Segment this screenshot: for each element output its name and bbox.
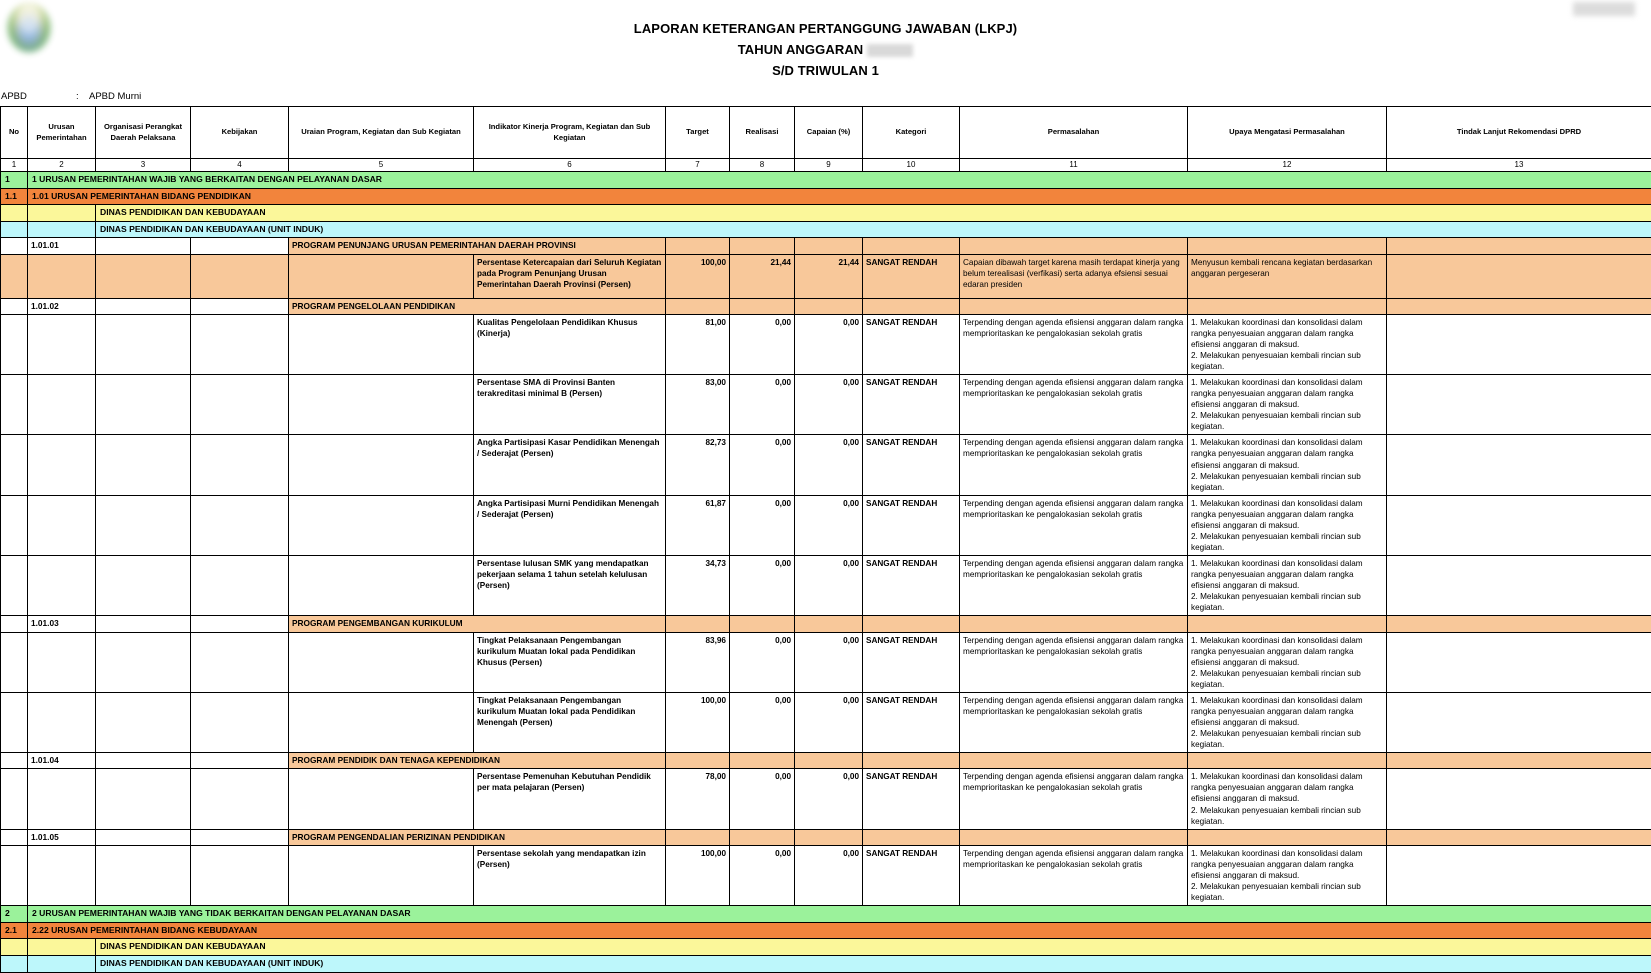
indicator-kebijakan [191,556,289,616]
col-header-target: Target [666,107,730,159]
indicator-opd [96,495,191,555]
indicator-urusan [28,845,96,905]
col-header-tindak-lanjut: Tindak Lanjut Rekomendasi DPRD [1387,107,1651,159]
indicator-upaya: 1. Melakukan koordinasi dan konsolidasi dalam rangka penyesuaian anggaran dalam rangka efisiensi anggaran di maksud. 2. Melakukan penyesuaian kembali rincian sub kegiatan. [1188,692,1387,752]
indicator-target: 83,96 [666,632,730,692]
indicator-name: Persentase lulusan SMK yang mendapatkan pekerjaan selama 1 tahun setelah kelulusan (Persen) [474,556,666,616]
indicator-no [1,495,28,555]
indicator-target: 100,00 [666,845,730,905]
table-header [1,107,1651,172]
program-no [1,829,28,845]
indicator-no [1,769,28,829]
program-realisasi [730,238,795,254]
program-tindak-lanjut [1387,753,1651,769]
indicator-urusan [28,556,96,616]
indicator-uraian [289,495,474,555]
band-label: DINAS PENDIDIKAN DAN KEBUDAYAAN (UNIT INDUK) [96,955,1651,972]
program-permasalahan [960,616,1188,632]
section-band-row-yellow [1,205,1651,222]
program-no [1,238,28,254]
provincial-seal-logo [6,2,52,54]
program-row [1,298,1651,314]
program-tindak-lanjut [1387,298,1651,314]
indicator-row [1,495,1651,555]
indicator-upaya: Menyusun kembali rencana kegiatan berdasarkan anggaran pergeseran [1188,254,1387,298]
col-header-no: No [1,107,28,159]
program-upaya [1188,616,1387,632]
indicator-opd [96,692,191,752]
indicator-row [1,692,1651,752]
program-kebijakan [191,298,289,314]
band-label: DINAS PENDIDIKAN DAN KEBUDAYAAN (UNIT INDUK) [96,221,1651,238]
indicator-permasalahan: Terpending dengan agenda efisiensi anggaran dalam rangka memprioritaskan ke pengalokasian sekolah gratis [960,632,1188,692]
indicator-realisasi: 0,00 [730,556,795,616]
program-upaya [1188,238,1387,254]
indicator-target: 34,73 [666,556,730,616]
indicator-upaya: 1. Melakukan koordinasi dan konsolidasi dalam rangka penyesuaian anggaran dalam rangka efisiensi anggaran di maksud. 2. Melakukan penyesuaian kembali rincian sub kegiatan. [1188,375,1387,435]
indicator-realisasi: 0,00 [730,435,795,495]
program-code: 1.01.02 [28,298,96,314]
col-header-uraian-program: Uraian Program, Kegiatan dan Sub Kegiatan [289,107,474,159]
indicator-realisasi: 0,00 [730,314,795,374]
col-header-upaya: Upaya Mengatasi Permasalahan [1188,107,1387,159]
section-band-row-yellow [1,939,1651,956]
indicator-target: 61,87 [666,495,730,555]
program-code: 1.01.01 [28,238,96,254]
band-label: DINAS PENDIDIKAN DAN KEBUDAYAAN [96,939,1651,956]
indicator-no [1,692,28,752]
indicator-no [1,632,28,692]
program-capaian [795,753,863,769]
apbd-colon: : [76,91,79,102]
indicator-name: Persentase SMA di Provinsi Banten terakreditasi minimal B (Persen) [474,375,666,435]
colnum-4: 4 [191,159,289,172]
indicator-no [1,254,28,298]
program-upaya [1188,298,1387,314]
program-label: PROGRAM PENGEMBANGAN KURIKULUM [289,616,666,632]
indicator-row [1,845,1651,905]
colnum-10: 10 [863,159,960,172]
indicator-kebijakan [191,632,289,692]
indicator-name: Angka Partisipasi Kasar Pendidikan Menengah / Sederajat (Persen) [474,435,666,495]
band-spacer [28,955,96,972]
colnum-2: 2 [28,159,96,172]
indicator-name: Persentase sekolah yang mendapatkan izin (Persen) [474,845,666,905]
band-no-empty [1,939,28,956]
indicator-uraian [289,435,474,495]
col-header-organisasi-perangkat-daerah: Organisasi Perangkat Daerah Pelaksana [96,107,191,159]
indicator-name: Persentase Ketercapaian dari Seluruh Kegiatan pada Program Penunjang Urusan Pemerintahan Daerah Provinsi (Persen) [474,254,666,298]
indicator-name: Persentase Pemenuhan Kebutuhan Pendidik per mata pelajaran (Persen) [474,769,666,829]
indicator-tindak-lanjut [1387,435,1651,495]
program-row [1,829,1651,845]
section-band-row-orange [1,922,1651,939]
indicator-target: 100,00 [666,692,730,752]
indicator-opd [96,632,191,692]
program-tindak-lanjut [1387,829,1651,845]
indicator-kebijakan [191,495,289,555]
program-row [1,238,1651,254]
program-no [1,753,28,769]
indicator-urusan [28,632,96,692]
indicator-tindak-lanjut [1387,254,1651,298]
program-kategori [863,238,960,254]
title-block [0,0,1651,81]
table-body [1,172,1651,973]
indicator-row [1,375,1651,435]
indicator-capaian: 0,00 [795,495,863,555]
program-code: 1.01.04 [28,753,96,769]
col-header-indikator-kinerja: Indikator Kinerja Program, Kegiatan dan Sub Kegiatan [474,107,666,159]
indicator-tindak-lanjut [1387,556,1651,616]
indicator-realisasi: 0,00 [730,495,795,555]
indicator-urusan [28,769,96,829]
program-permasalahan [960,753,1188,769]
program-target [666,829,730,845]
indicator-target: 83,00 [666,375,730,435]
program-no [1,616,28,632]
indicator-name: Kualitas Pengelolaan Pendidikan Khusus (Kinerja) [474,314,666,374]
indicator-capaian: 0,00 [795,632,863,692]
lkpj-report-table [0,106,1651,973]
indicator-row [1,769,1651,829]
indicator-kebijakan [191,692,289,752]
indicator-kategori: SANGAT RENDAH [863,314,960,374]
section-band-row-orange [1,188,1651,205]
band-no: 2 [1,906,28,923]
indicator-opd [96,254,191,298]
indicator-kategori: SANGAT RENDAH [863,375,960,435]
indicator-urusan [28,314,96,374]
indicator-opd [96,375,191,435]
program-label: PROGRAM PENGENDALIAN PERIZINAN PENDIDIKAN [289,829,666,845]
indicator-capaian: 0,00 [795,845,863,905]
indicator-kebijakan [191,435,289,495]
indicator-capaian: 0,00 [795,435,863,495]
indicator-kategori: SANGAT RENDAH [863,692,960,752]
indicator-tindak-lanjut [1387,495,1651,555]
indicator-uraian [289,556,474,616]
fiscal-year-label: TAHUN ANGGARAN [738,42,864,57]
indicator-kategori: SANGAT RENDAH [863,769,960,829]
indicator-no [1,375,28,435]
indicator-no [1,435,28,495]
col-header-kategori: Kategori [863,107,960,159]
indicator-urusan [28,375,96,435]
indicator-capaian: 0,00 [795,692,863,752]
band-label: DINAS PENDIDIKAN DAN KEBUDAYAAN [96,205,1651,222]
program-tindak-lanjut [1387,616,1651,632]
section-band-row-cyan [1,221,1651,238]
program-label: PROGRAM PENUNJANG URUSAN PEMERINTAHAN DAERAH PROVINSI [289,238,666,254]
indicator-kategori: SANGAT RENDAH [863,495,960,555]
indicator-opd [96,435,191,495]
program-realisasi [730,753,795,769]
indicator-kategori: SANGAT RENDAH [863,845,960,905]
indicator-uraian [289,769,474,829]
col-header-capaian: Capaian (%) [795,107,863,159]
indicator-upaya: 1. Melakukan koordinasi dan konsolidasi dalam rangka penyesuaian anggaran dalam rangka efisiensi anggaran di maksud. 2. Melakukan penyesuaian kembali rincian sub kegiatan. [1188,495,1387,555]
band-spacer [28,221,96,238]
indicator-permasalahan: Terpending dengan agenda efisiensi anggaran dalam rangka memprioritaskan ke pengalokasian sekolah gratis [960,692,1188,752]
indicator-row [1,314,1651,374]
indicator-kategori: SANGAT RENDAH [863,435,960,495]
indicator-realisasi: 0,00 [730,692,795,752]
indicator-upaya: 1. Melakukan koordinasi dan konsolidasi dalam rangka penyesuaian anggaran dalam rangka efisiensi anggaran di maksud. 2. Melakukan penyesuaian kembali rincian sub kegiatan. [1188,769,1387,829]
colnum-12: 12 [1188,159,1387,172]
band-spacer [28,205,96,222]
program-kebijakan [191,753,289,769]
col-header-urusan-pemerintahan: Urusan Pemerintahan [28,107,96,159]
program-capaian [795,829,863,845]
indicator-opd [96,556,191,616]
program-target [666,616,730,632]
indicator-upaya: 1. Melakukan koordinasi dan konsolidasi dalam rangka penyesuaian anggaran dalam rangka efisiensi anggaran di maksud. 2. Melakukan penyesuaian kembali rincian sub kegiatan. [1188,314,1387,374]
indicator-opd [96,769,191,829]
program-target [666,298,730,314]
program-permasalahan [960,298,1188,314]
colnum-9: 9 [795,159,863,172]
indicator-urusan [28,435,96,495]
document-header [0,0,1651,90]
band-label: 2 URUSAN PEMERINTAHAN WAJIB YANG TIDAK BERKAITAN DENGAN PELAYANAN DASAR [28,906,1651,923]
indicator-kebijakan [191,254,289,298]
program-row [1,753,1651,769]
indicator-no [1,845,28,905]
band-spacer [28,939,96,956]
indicator-no [1,556,28,616]
band-label: 1 URUSAN PEMERINTAHAN WAJIB YANG BERKAITAN DENGAN PELAYANAN DASAR [28,172,1651,189]
program-row [1,616,1651,632]
band-no: 1.1 [1,188,28,205]
indicator-permasalahan: Terpending dengan agenda efisiensi anggaran dalam rangka memprioritaskan ke pengalokasian sekolah gratis [960,845,1188,905]
colnum-1: 1 [1,159,28,172]
indicator-target: 100,00 [666,254,730,298]
indicator-realisasi: 0,00 [730,375,795,435]
band-no-empty [1,955,28,972]
program-capaian [795,238,863,254]
indicator-target: 82,73 [666,435,730,495]
program-opd [96,829,191,845]
indicator-row [1,254,1651,298]
program-upaya [1188,829,1387,845]
indicator-uraian [289,632,474,692]
program-opd [96,298,191,314]
indicator-urusan [28,495,96,555]
program-opd [96,238,191,254]
report-title-line-3: S/D TRIWULAN 1 [0,60,1651,81]
colnum-5: 5 [289,159,474,172]
indicator-uraian [289,375,474,435]
indicator-tindak-lanjut [1387,314,1651,374]
indicator-realisasi: 0,00 [730,632,795,692]
indicator-opd [96,845,191,905]
indicator-target: 78,00 [666,769,730,829]
indicator-permasalahan: Capaian dibawah target karena masih terdapat kinerja yang belum terealisasi (verfikasi) serta adanya efsiensi sesuai edaran presiden [960,254,1188,298]
program-kategori [863,616,960,632]
indicator-opd [96,314,191,374]
indicator-kategori: SANGAT RENDAH [863,556,960,616]
section-band-row-cyan [1,955,1651,972]
band-no: 1 [1,172,28,189]
col-header-realisasi: Realisasi [730,107,795,159]
indicator-capaian: 21,44 [795,254,863,298]
indicator-urusan [28,254,96,298]
program-kebijakan [191,616,289,632]
indicator-uraian [289,845,474,905]
program-label: PROGRAM PENDIDIK DAN TENAGA KEPENDIDIKAN [289,753,666,769]
indicator-kebijakan [191,845,289,905]
indicator-uraian [289,254,474,298]
indicator-kebijakan [191,314,289,374]
indicator-tindak-lanjut [1387,692,1651,752]
apbd-meta-line [0,90,1651,106]
indicator-permasalahan: Terpending dengan agenda efisiensi anggaran dalam rangka memprioritaskan ke pengalokasian sekolah gratis [960,435,1188,495]
indicator-tindak-lanjut [1387,769,1651,829]
indicator-realisasi: 0,00 [730,845,795,905]
indicator-capaian: 0,00 [795,314,863,374]
program-code: 1.01.05 [28,829,96,845]
colnum-6: 6 [474,159,666,172]
program-opd [96,753,191,769]
program-no [1,298,28,314]
program-upaya [1188,753,1387,769]
indicator-capaian: 0,00 [795,375,863,435]
program-opd [96,616,191,632]
indicator-row [1,435,1651,495]
indicator-kategori: SANGAT RENDAH [863,632,960,692]
indicator-permasalahan: Terpending dengan agenda efisiensi anggaran dalam rangka memprioritaskan ke pengalokasian sekolah gratis [960,495,1188,555]
indicator-row [1,556,1651,616]
colnum-3: 3 [96,159,191,172]
program-capaian [795,616,863,632]
section-band-row-green [1,906,1651,923]
program-target [666,238,730,254]
program-kategori [863,298,960,314]
colnum-11: 11 [960,159,1188,172]
band-no: 2.1 [1,922,28,939]
col-header-kebijakan: Kebijakan [191,107,289,159]
indicator-uraian [289,314,474,374]
indicator-upaya: 1. Melakukan koordinasi dan konsolidasi dalam rangka penyesuaian anggaran dalam rangka efisiensi anggaran di maksud. 2. Melakukan penyesuaian kembali rincian sub kegiatan. [1188,845,1387,905]
program-kategori [863,753,960,769]
header-row [1,107,1651,159]
indicator-kebijakan [191,375,289,435]
program-label: PROGRAM PENGELOLAAN PENDIDIKAN [289,298,666,314]
program-realisasi [730,616,795,632]
program-kebijakan [191,238,289,254]
program-realisasi [730,829,795,845]
indicator-no [1,314,28,374]
indicator-name: Angka Partisipasi Murni Pendidikan Menengah / Sederajat (Persen) [474,495,666,555]
program-kategori [863,829,960,845]
indicator-tindak-lanjut [1387,375,1651,435]
colnum-7: 7 [666,159,730,172]
indicator-permasalahan: Terpending dengan agenda efisiensi anggaran dalam rangka memprioritaskan ke pengalokasian sekolah gratis [960,375,1188,435]
top-right-redacted-block [1573,2,1635,16]
indicator-upaya: 1. Melakukan koordinasi dan konsolidasi dalam rangka penyesuaian anggaran dalam rangka efisiensi anggaran di maksud. 2. Melakukan penyesuaian kembali rincian sub kegiatan. [1188,556,1387,616]
indicator-kebijakan [191,769,289,829]
program-permasalahan [960,238,1188,254]
indicator-urusan [28,692,96,752]
section-band-row-green [1,172,1651,189]
indicator-upaya: 1. Melakukan koordinasi dan konsolidasi dalam rangka penyesuaian anggaran dalam rangka efisiensi anggaran di maksud. 2. Melakukan penyesuaian kembali rincian sub kegiatan. [1188,435,1387,495]
indicator-tindak-lanjut [1387,845,1651,905]
indicator-capaian: 0,00 [795,769,863,829]
program-capaian [795,298,863,314]
band-label: 1.01 URUSAN PEMERINTAHAN BIDANG PENDIDIKAN [28,188,1651,205]
indicator-upaya: 1. Melakukan koordinasi dan konsolidasi dalam rangka penyesuaian anggaran dalam rangka efisiensi anggaran di maksud. 2. Melakukan penyesuaian kembali rincian sub kegiatan. [1188,632,1387,692]
colnum-13: 13 [1387,159,1651,172]
program-permasalahan [960,829,1188,845]
indicator-tindak-lanjut [1387,632,1651,692]
indicator-name: Tingkat Pelaksanaan Pengembangan kurikulum Muatan lokal pada Pendidikan Menengah (Persen) [474,692,666,752]
column-number-row [1,159,1651,172]
apbd-label: APBD [1,91,27,102]
indicator-uraian [289,692,474,752]
report-title-line-1: LAPORAN KETERANGAN PERTANGGUNG JAWABAN (LKPJ) [0,18,1651,39]
indicator-capaian: 0,00 [795,556,863,616]
indicator-row [1,632,1651,692]
apbd-value: APBD Murni [89,91,141,102]
indicator-name: Tingkat Pelaksanaan Pengembangan kurikulum Muatan lokal pada Pendidikan Khusus (Persen) [474,632,666,692]
band-label: 2.22 URUSAN PEMERINTAHAN BIDANG KEBUDAYAAN [28,922,1651,939]
indicator-kategori: SANGAT RENDAH [863,254,960,298]
fiscal-year-redacted [867,44,913,57]
program-kebijakan [191,829,289,845]
colnum-8: 8 [730,159,795,172]
indicator-realisasi: 21,44 [730,254,795,298]
program-code: 1.01.03 [28,616,96,632]
band-no-empty [1,205,28,222]
report-title-line-2 [0,39,1651,60]
indicator-permasalahan: Terpending dengan agenda efisiensi anggaran dalam rangka memprioritaskan ke pengalokasian sekolah gratis [960,314,1188,374]
program-realisasi [730,298,795,314]
col-header-permasalahan: Permasalahan [960,107,1188,159]
indicator-permasalahan: Terpending dengan agenda efisiensi anggaran dalam rangka memprioritaskan ke pengalokasian sekolah gratis [960,769,1188,829]
program-target [666,753,730,769]
program-tindak-lanjut [1387,238,1651,254]
band-no-empty [1,221,28,238]
indicator-target: 81,00 [666,314,730,374]
indicator-permasalahan: Terpending dengan agenda efisiensi anggaran dalam rangka memprioritaskan ke pengalokasian sekolah gratis [960,556,1188,616]
indicator-realisasi: 0,00 [730,769,795,829]
